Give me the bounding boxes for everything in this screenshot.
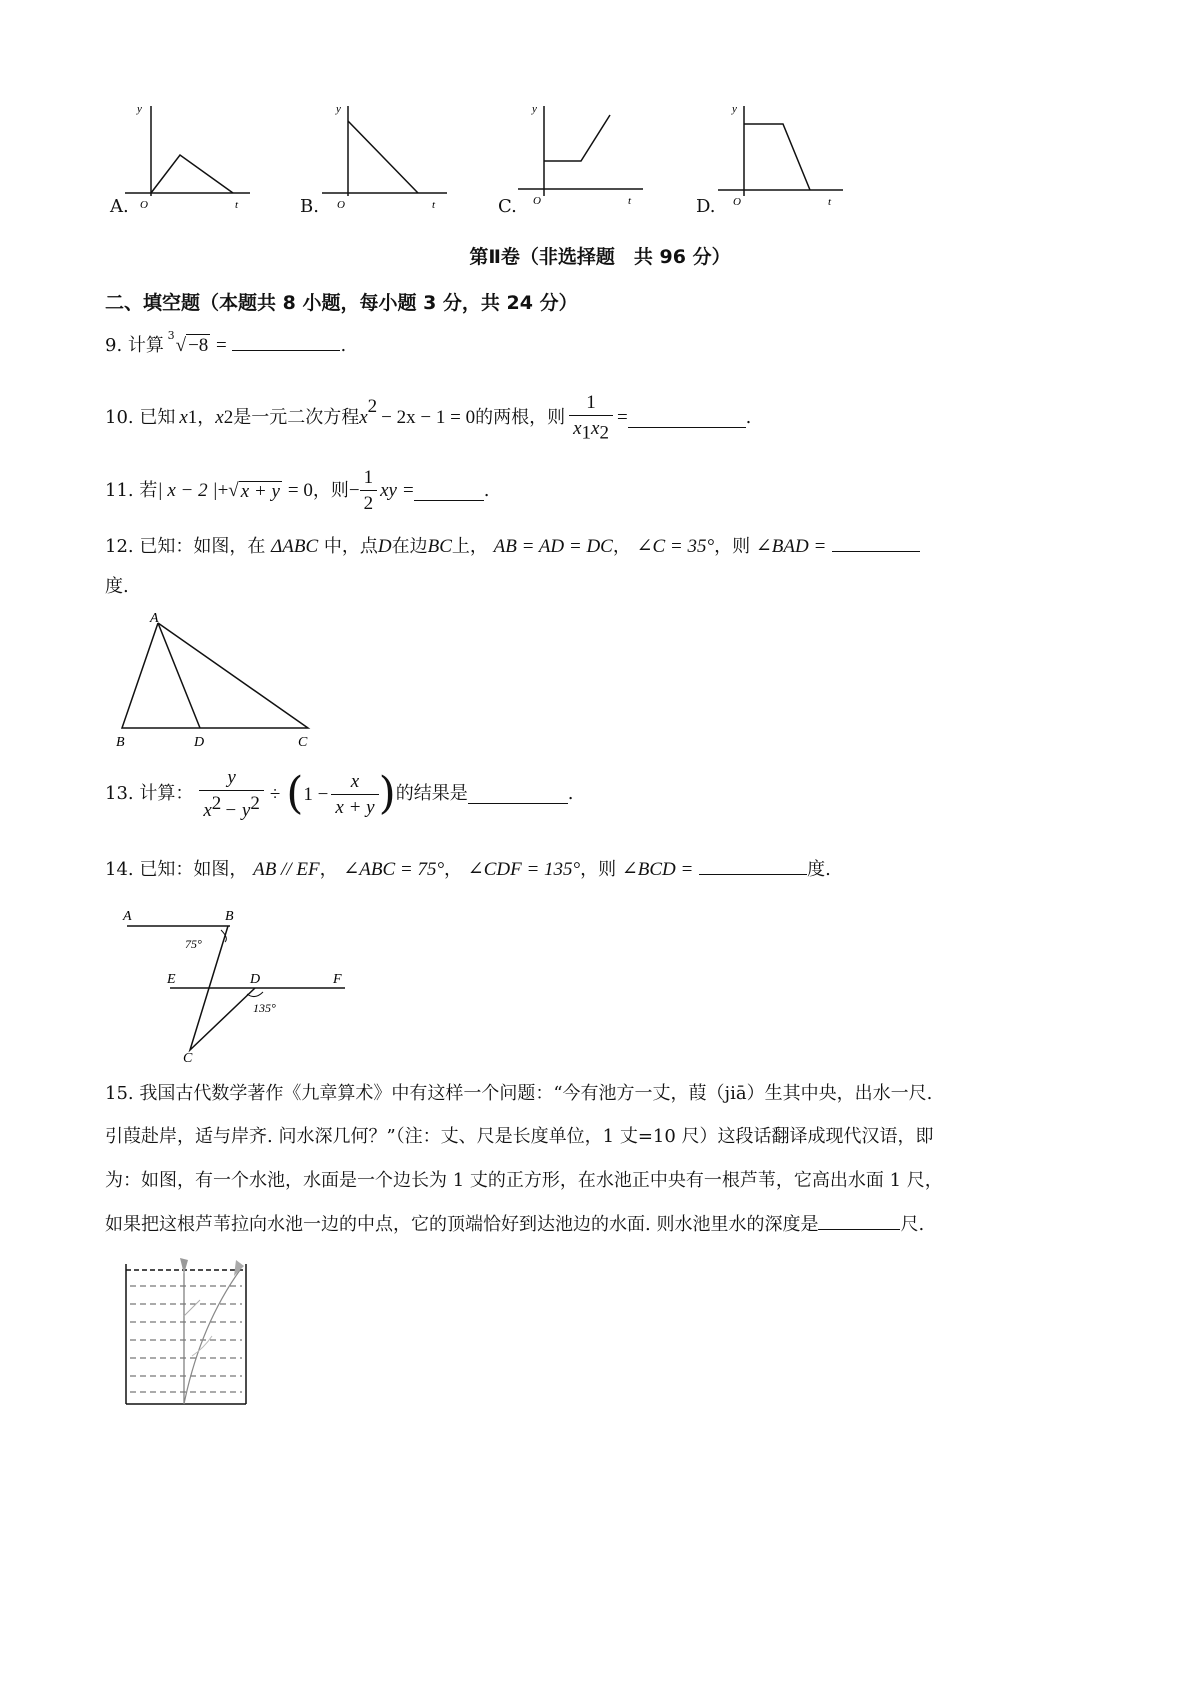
section-title: 第Ⅱ卷（非选择题 共 96 分） (469, 246, 731, 268)
question-10: 10. 已知 x 1 ， x 2 是一元二次方程 x 2 − 2x − 1 = 0 的两根，则 $\frac{1}{x_1x_2}$ = . (105, 392, 752, 444)
question-15-line-2: 引葭赴岸，适与岸齐. 问水深几何？”（注：丈、尺是长度单位，1 丈=10 尺）这段话翻译成现代汉语，即 (105, 1126, 934, 1147)
graph-c-t-label: t (628, 195, 632, 207)
option-d-label: D. (696, 196, 716, 217)
question-15-line-3: 为：如图，有一个水池，水面是一个边长为 1 丈的正方形，在水池正中央有一根芦苇，它高出水面 1 尺， (105, 1170, 943, 1191)
point-d-label: D (250, 972, 261, 987)
angle-135-label: 135° (253, 1001, 276, 1015)
reed-tip-icon (180, 1258, 188, 1274)
graph-d (718, 98, 848, 213)
triangle-figure (110, 608, 330, 753)
graph-c-origin-label: O (533, 195, 541, 207)
graph-a-y-label: y (137, 103, 142, 115)
point-b-label: B (225, 909, 234, 924)
question-15-line-1: 15. 我国古代数学著作《九章算术》中有这样一个问题：“今有池方一丈，葭（jiā）生其中央，出水一尺. (105, 1083, 933, 1104)
answer-blank-14[interactable] (699, 873, 807, 875)
graph-a (125, 98, 255, 213)
graph-c (518, 98, 648, 213)
angle-75-label: 75° (185, 937, 202, 951)
answer-blank-9[interactable] (232, 349, 340, 351)
pond-figure (120, 1256, 255, 1412)
vertex-a-label: A (150, 611, 159, 626)
graph-c-y-label: y (532, 103, 537, 115)
graph-d-origin-label: O (733, 196, 741, 208)
fill-blank-heading: 二、填空题（本题共 8 小题，每小题 3 分，共 24 分） (105, 292, 578, 314)
answer-blank-13[interactable] (468, 802, 568, 804)
option-c-label: C. (498, 196, 517, 217)
answer-blank-12[interactable] (832, 550, 920, 552)
question-14: 14. 已知：如图， AB // EF， ∠ABC = 75°， ∠CDF = 135°，则 ∠BCD = 度. (105, 859, 831, 880)
answer-blank-10[interactable] (628, 426, 746, 428)
graph-b-y-label: y (336, 103, 341, 115)
option-b-label: B. (300, 196, 319, 217)
question-11: 11. 若 | x − 2 | + √ x + y = 0 ，则 − $\frac{1}{2}$ xy = . (105, 467, 490, 514)
point-e-label: E (167, 972, 176, 987)
question-12-unit: 度. (105, 576, 129, 597)
graph-d-y-label: y (732, 103, 737, 115)
point-c-label: C (183, 1051, 193, 1065)
graph-b-origin-label: O (337, 199, 345, 211)
answer-blank-11[interactable] (414, 499, 484, 501)
reed-tip-pulled-icon (234, 1260, 244, 1276)
graph-a-origin-label: O (140, 199, 148, 211)
graph-d-t-label: t (828, 196, 832, 208)
question-12: 12. 已知：如图，在 ΔABC 中，点D在边BC上， AB = AD = DC， ∠C = 35°，则 ∠BAD = (105, 537, 920, 556)
question-13: 13. 计算： $\frac{y}{x^2 - y^2}$ ÷ ( 1 − $\frac{x}{x + y}$ ) 的结果是 . (105, 767, 574, 821)
graph-b (322, 98, 452, 213)
question-9: 9. 计算 3 √ −8 = . (105, 329, 347, 356)
option-a-label: A. (110, 196, 129, 217)
vertex-b-label: B (116, 735, 125, 750)
point-a-label: A (123, 909, 132, 924)
vertex-c-label: C (298, 735, 308, 750)
point-f-label: F (333, 972, 342, 987)
parallel-lines-figure (115, 900, 355, 1065)
answer-blank-15[interactable] (818, 1228, 900, 1230)
question-15-line-4: 如果把这根芦苇拉向水池一边的中点，它的顶端恰好到达池边的水面. 则水池里水的深度是 尺. (105, 1214, 925, 1235)
graph-a-t-label: t (235, 199, 239, 211)
root-index: 3 (167, 329, 175, 342)
graph-b-t-label: t (432, 199, 436, 211)
vertex-d-label: D (194, 735, 205, 750)
